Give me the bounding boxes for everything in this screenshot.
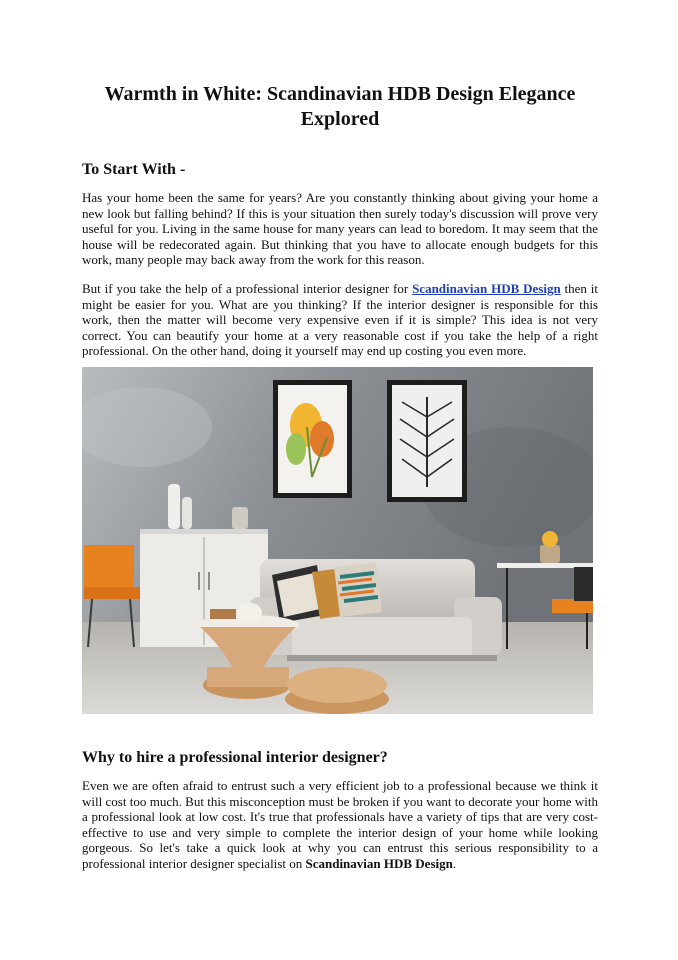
paragraph-text: But if you take the help of a professional interior designer for: [82, 281, 413, 296]
scandinavian-hdb-design-bold: Scandinavian HDB Design: [305, 855, 453, 871]
paragraph-text: Even we are often afraid to entrust such a very efficient job to a professional because we think it will cost too much. But this misconception must be broken if you want to decorate your home with a professional look at low cost. It's true that professionals have a variety of tips that are very cost-effective to use and very simple to complete the interior design of your home while looking gorgeous. So let's take a quick look at why you can entrust this serious responsibility to a professional interior designer specialist on: [82, 778, 598, 871]
paragraph-intro: Has your home been the same for years? Are you constantly thinking about giving your home a new look but falling behind? If this is your situation then surely today's discussion will prove very useful for you. Living in the same house for many years can lead to boredom. It may seem that the house will be redecorated again. But thinking that you have to allocate enough budgets for this work, many people may back away from the work for this reason.: [82, 190, 598, 268]
paragraph-professional-help: [82, 281, 598, 359]
paragraph-text: then it might be easier for you. What are you thinking? If the interior designer is responsible for this work, then the matter will become very expensive even if it is simple? This idea is not very correct. You can beautify your home at a very reasonable cost if you take the help of a right professional. On the other hand, doing it yourself may end up costing you even more.: [82, 281, 599, 359]
document-title: Warmth in White: Scandinavian HDB Design Elegance Explored: [104, 83, 576, 130]
section-heading-why-hire: Why to hire a professional interior designer?: [82, 749, 388, 766]
section-heading-start: To Start With -: [82, 161, 186, 178]
scandinavian-hdb-design-link[interactable]: Scandinavian HDB Design: [412, 281, 561, 296]
paragraph-end: .: [452, 855, 457, 871]
living-room-photo: [82, 367, 593, 714]
paragraph-why-hire: [82, 778, 598, 872]
